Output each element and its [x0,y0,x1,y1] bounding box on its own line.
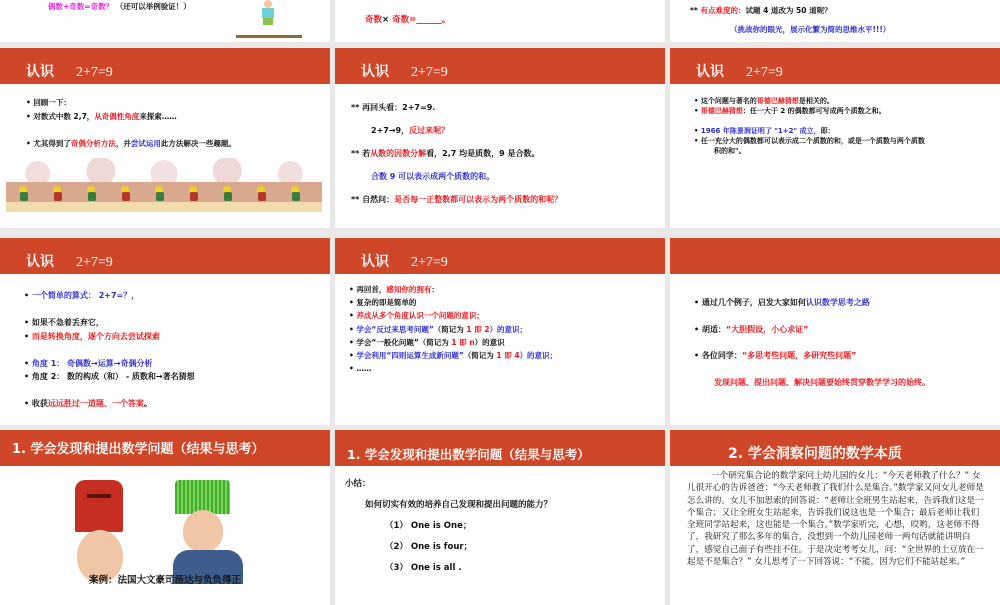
slide-thumbnail[interactable] [670,238,1000,425]
text-run: 2+7→9， [371,126,410,135]
text-run: 1966 年陈景润证明了 "1+2" 成立， [700,127,821,135]
slide-body [26,96,330,150]
slide-title-text: 认识 [26,65,54,80]
text-run: 如果不急着丢弃它， [31,318,104,327]
slide-title-text: 认识 [696,65,724,80]
text-line [690,1,1000,20]
text-run: 从奇偶性角度 [94,111,140,121]
text-run: （3） One is all . [385,563,462,573]
text-run: 来探索…… [139,111,177,121]
text-line [24,370,330,384]
text-run: ，并 [115,138,131,148]
text-line [349,283,665,296]
text-run: 奇偶分析方法 [70,138,116,148]
cherry-blossom-students-image [6,158,322,218]
text-run: ）的意识 [474,337,505,347]
slide-title [361,61,448,81]
text-run: 合数 9 可以表示成两个质数的和。 [371,172,495,181]
text-line [694,126,1000,136]
text-run: 收获 [31,399,48,408]
text-line [690,20,1000,39]
text-run: 1 即 n [451,337,475,347]
slide-title [696,61,783,81]
text-line [345,558,665,579]
slide-title [26,61,113,81]
text-line [349,296,665,309]
text-run: 哥德巴赫猜想 [756,97,799,105]
text-run: （挑战你的眼光，展示化繁为简的思维水平!!!） [730,25,891,34]
text-run: ： [431,285,439,294]
slide-thumbnail[interactable] [335,430,665,605]
slide-title-text: 2. 学会洞察问题的数学本质 [728,446,902,462]
slide-title [728,443,902,463]
text-line [24,289,330,303]
text-run: 认识数学思考之路 [805,298,870,307]
text-line [351,142,665,165]
text-run: 学会利用“四则运算生成新问题” [356,351,464,361]
text-line [24,397,330,411]
text-run: 对数式中数 2,7， [33,111,95,121]
text-line [24,384,330,398]
text-line [694,290,1000,317]
text-run: 角度 1： 奇偶数→运算→奇偶分析 [31,358,153,368]
slide-thumbnail[interactable] [0,0,330,42]
text-line [694,116,1000,126]
text-line [365,13,665,25]
text-run: 1 即 2 [466,324,490,334]
text-run: 哥德巴赫猜想 [700,107,743,115]
text-line [694,106,1000,116]
text-line [351,188,665,211]
text-run: 反过来呢？ [409,126,450,135]
text-run: 1 即 4 [496,351,520,361]
text-run: 学会“一般化问题”（简记为 [356,337,452,347]
text-run: 从数的因数分解 [370,149,427,158]
text-run: 是否每一正整数都可以表示为两个质数的和呢？ [394,195,563,204]
slide-thumbnail[interactable] [0,238,330,425]
slide-body [345,474,665,579]
text-run: 回顾一下： [33,98,71,107]
slide-title-text: 认识 [361,65,389,80]
text-run: 即： [820,127,835,135]
text-run: 奇数=______。 [392,15,451,25]
text-line [26,96,330,110]
slide-title-equation: 2+7=9 [411,255,448,270]
slide-body [365,13,665,25]
slide-title-text: 认识 [361,255,389,270]
text-line [24,343,330,357]
slide-thumbnail[interactable] [670,430,1000,605]
text-run: 而是转换角度，逐个方向去尝试探索 [31,331,160,341]
text-run: （2） One is four； [385,542,473,552]
text-run: 发现问题、提出问题、解决问题要始终贯穿数学学习的始终。 [714,377,930,387]
text-line [26,123,330,137]
text-run: × [382,15,393,25]
text-line [349,336,665,349]
text-run: 角度 2： 数的构成（和） - 质数和→著名猜想 [31,372,195,381]
text-run: 此方法解决一些趣题。 [160,138,236,148]
text-line [345,537,665,558]
slide-title-equation: 2+7=9 [76,255,113,270]
text-line [694,343,1000,370]
text-run: ** [690,6,701,15]
text-run: 如何切实有效的培养自己发现和提出问题的能力？ [365,500,553,510]
slide-body [694,96,1000,156]
text-run: ** 再回头看：2+7=9. [351,103,436,112]
text-line [349,362,665,375]
text-run: 学会“反过来思考问题” [356,324,434,334]
floor-line [236,35,302,38]
slide-body [349,283,665,375]
slide-title [361,251,448,271]
text-line [26,110,330,124]
text-run: ** 若 [351,149,371,158]
slide-header-band [335,238,665,274]
text-run: 看，2,7 均是质数，9 是合数。 [426,149,540,158]
text-run: 这个问题与著名的 [700,97,757,105]
slide-body [48,1,330,13]
slide-title [12,441,302,458]
text-run: （简记为 [433,324,467,334]
text-line [24,303,330,317]
text-run: 尤其得到了 [33,138,71,148]
text-run: ）的意识； [519,351,558,361]
text-line [349,349,665,362]
text-run: 感知你的拥有 [386,285,432,294]
slide-title-equation: 2+7=9 [411,65,448,80]
text-line [24,330,330,344]
text-run: 尝试运用 [130,138,161,148]
slide-body [351,96,665,211]
student-figure-image [262,0,274,30]
slide-header-band [335,48,665,84]
text-run: 各位同学： [701,351,742,360]
text-run: （1） One is One； [385,521,472,531]
slide-header-band [0,48,330,84]
slide-thumbnail[interactable] [335,0,665,42]
slide-title-text: 1. 学会发现和提出数学问题（结果与思考） [347,447,590,462]
slide-thumbnail[interactable] [670,48,1000,228]
text-line [345,516,665,537]
slide-body [24,289,330,411]
slide-title-equation: 2+7=9 [746,65,783,80]
text-run: 复杂的即是简单的 [356,298,417,308]
text-line [694,136,1000,146]
text-run: 一个研究集合论的数学家问上幼儿园的女儿：“今天老师教了什么？” 女儿很开心的告诉爸爸：“今天老师教了我们什么是集合。”数学家又问女儿老师是怎么讲的。女儿不加思索的回答说：“老师让全班男生站起来，告诉我们这是一个集合；又让全班女生站起来，告诉我们说这也是一个集合；最后老师让我们全班同学站起来，这也能是一个集合。”数学家听完，心想，哎哟，这老师不得了，我研究了那么多年的集合，没想到一个幼儿园老师一两句话就能讲明白了，感觉自己面子有些挂不住。于是决定考考女儿，问：“全世界的土豆放在一起是不是集合？” 女儿思考了一下回答说：“不能，因为它们不能站起来。” [687,471,984,568]
slide-header-band [670,430,1000,466]
text-run: 偶数+奇数=奇数？ [48,2,114,11]
text-line [24,357,330,371]
text-run: 通过几个例子，启发大家如何 [701,298,806,307]
text-run: ：任一大于 2 的偶数都可写成两个质数之和。 [742,107,886,115]
text-run: 积的和"。 [714,147,746,155]
text-run: （简记为 [463,351,497,361]
slide-header-band [0,238,330,274]
text-run: 胡适： [701,324,726,334]
slide-header-band [670,238,1000,274]
slide-title [26,251,113,271]
text-line [48,1,330,13]
slide-title [347,445,590,463]
text-line [26,137,330,151]
text-line [349,309,665,322]
text-line [694,146,1000,156]
text-run: …… [356,364,372,374]
text-line [24,316,330,330]
text-line [345,474,665,495]
slide-thumbnail[interactable] [0,48,330,228]
text-run: （还可以举例验证！） [113,2,191,11]
text-run: 是相关的。 [798,97,834,105]
text-run: 再回首， [356,285,387,294]
slide-title-text: 认识 [26,255,54,270]
slide-title-equation: 2+7=9 [76,65,113,80]
slide-thumbnail[interactable] [670,0,1000,42]
slide-body [690,1,1000,39]
slide-header-band [670,48,1000,84]
text-line [687,470,986,568]
text-line [351,165,665,188]
slide-thumbnail[interactable] [335,238,665,425]
text-run: “大胆假设，小心求证” [725,324,809,334]
slide-header-band [335,430,665,466]
slide-thumbnail[interactable] [335,48,665,228]
text-run: 试题 4 道改为 50 道呢？ [745,6,832,15]
text-run: 。 [143,399,152,408]
text-line [694,370,1000,397]
text-run: 养成从多个角度认识一个问题的意识； [356,311,484,321]
text-run: 奇数 [365,15,383,25]
text-line [345,495,665,516]
text-run: 一个简单的算式： 2+7=？， [31,291,140,300]
slide-body [694,290,1000,396]
slide-thumbnail[interactable] [0,430,330,605]
text-line [351,96,665,119]
text-run: 有点难度的： [700,6,746,15]
slide-body [687,470,986,568]
text-run: 任一充分大的偶数都可以表示成二个质数的和，或是一个质数与两个质数 [700,137,925,145]
text-run: “多思考些问题，多研究些问题” [741,351,857,360]
text-run: 小结： [345,479,371,489]
text-run: ）的意识； [489,324,528,334]
slide-caption: 案例：法国大文豪司汤达与负负得正 [88,575,241,586]
text-line [349,323,665,336]
slide-header-band [0,430,330,466]
text-line [694,317,1000,344]
text-line [694,96,1000,106]
text-run: 远远胜过一道题、一个答案 [47,399,144,408]
slide-title-text: 1. 学会发现和提出数学问题（结果与思考） [12,442,265,457]
text-line [351,119,665,142]
text-run: ** 自然问： [351,195,395,204]
